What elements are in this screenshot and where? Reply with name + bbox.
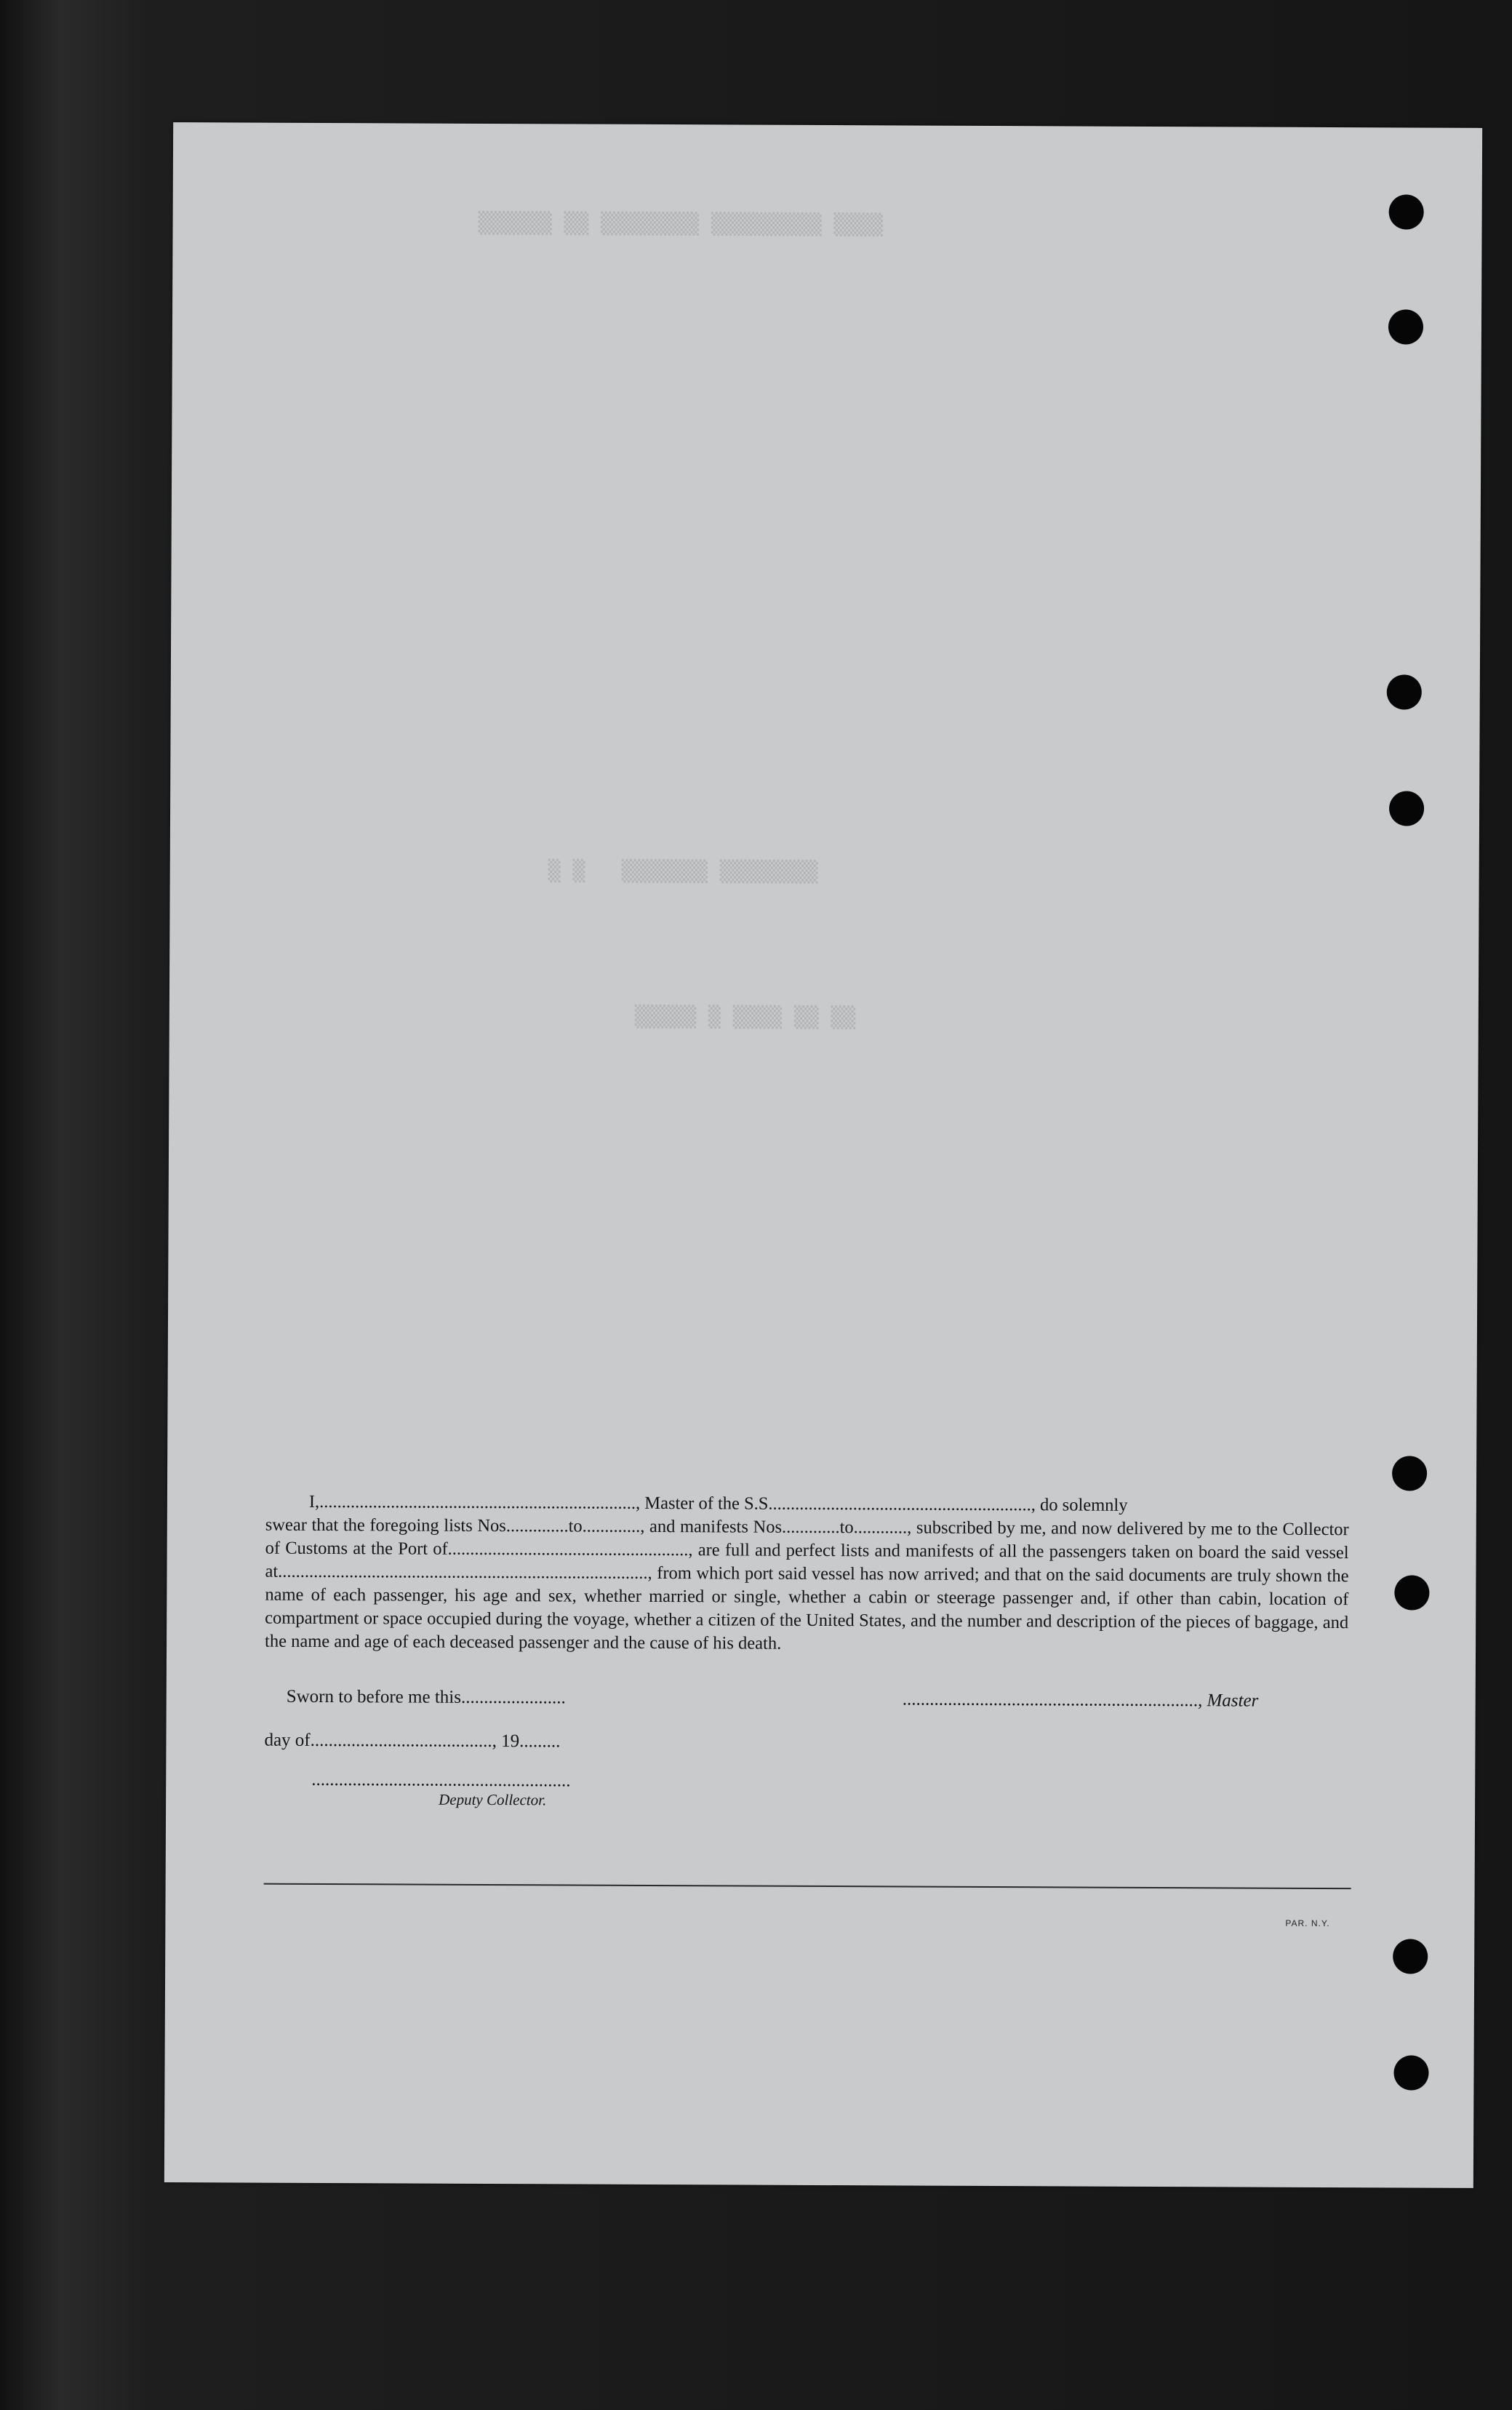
deputy-label — [439, 1791, 546, 1810]
oath-body: swear that the foregoing lists Nos..............to............., and manifests Nos.............to............, subscribed by me, and now delivered by me to the Collector of Customs at the Port of......................................................, are full and perfect lists and manifests of all the passengers taken on board the said vessel at..................................................................................., from which port said vessel has now arrived; and that on the said documents are truly shown the name of each passenger, his age and sex, whether married or single, whether a cabin or steerage passenger and, if other than cabin, location of compartment or space occupied during the voyage, whether a citizen of the United States, and the number and description of the pieces of baggage, and the name and age of each deceased passenger and the cause of his death. — [265, 1515, 1349, 1653]
bottom-rule — [264, 1883, 1351, 1890]
bleed-through-texture: ▒▒▒▒▒ ▒ ▒▒▒▒ ▒▒ ▒▒ — [634, 1004, 856, 1030]
printer-mark: PAR. N.Y. — [1285, 1918, 1330, 1929]
sworn-text: Sworn to before me this....................... — [286, 1686, 566, 1708]
punch-hole — [1389, 194, 1424, 229]
punch-hole — [1388, 309, 1423, 344]
master-label: , Master — [1197, 1691, 1259, 1711]
deputy-label-text: Deputy Collector. — [439, 1790, 547, 1809]
punch-hole — [1394, 1575, 1429, 1610]
punch-hole — [1393, 1939, 1428, 1974]
punch-hole — [1387, 674, 1422, 709]
punch-hole — [1389, 791, 1424, 826]
oath-first-line: I,......................................................................., Master of the S.S..........................................................., do solemnly — [308, 1491, 1128, 1515]
punch-hole — [1393, 2055, 1428, 2090]
punch-hole — [1392, 1456, 1427, 1491]
master-dots: ................................................................. — [902, 1689, 1199, 1711]
deputy-dots: ......................................................... — [311, 1769, 571, 1791]
sworn-line — [287, 1687, 566, 1709]
manifest-sheet — [164, 122, 1482, 2188]
master-oath — [265, 1491, 1349, 1658]
bleed-through-texture: ▒▒▒▒▒▒ ▒▒ ▒▒▒▒▒▒▒▒ ▒▒▒▒▒▒▒▒▒ ▒▒▒▒ — [478, 210, 883, 237]
day-of-text: day of........................................, 19......... — [264, 1730, 561, 1752]
deputy-signature-line — [311, 1770, 570, 1792]
bleed-through-texture: ▒ ▒ ▒▒▒▒▒▒▒ ▒▒▒▒▒▒▒▒ — [548, 858, 818, 884]
day-of-line — [264, 1731, 560, 1752]
master-signature-line — [903, 1689, 1259, 1711]
